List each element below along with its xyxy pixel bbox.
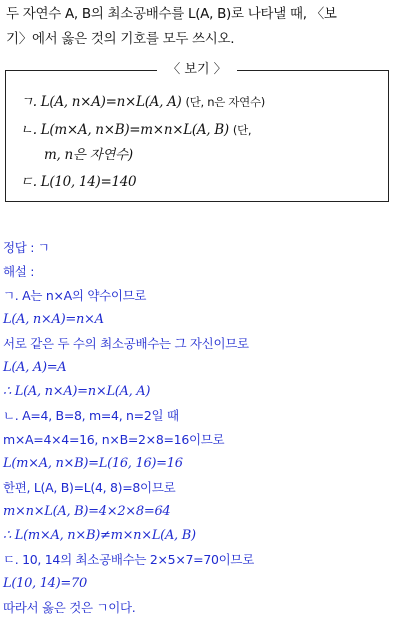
bogi-item-1-note: (단, n은 자연수) (185, 95, 265, 109)
explanation-line: ∴ L(m×A, n×B)≠m×n×L(A, B) (3, 528, 196, 543)
explanation-line: 서로 같은 두 수의 최소공배수는 그 자신이므로 (3, 336, 249, 351)
answer-line: 정답 : ㄱ (3, 240, 50, 255)
explanation-heading: 해설 : (3, 264, 35, 279)
bogi-item-1: ㄱ. L(A, n×A)=n×L(A, A) (단, n은 자연수) (20, 94, 265, 110)
explanation-line: m×A=4×4=16, n×B=2×8=16이므로 (3, 432, 225, 447)
explanation-line: m×n×L(A, B)=4×2×8=64 (3, 504, 171, 519)
bogi-item-2: ㄴ. L(m×A, n×B)=m×n×L(A, B) (단, (20, 122, 252, 138)
explanation-line: ㄱ. A는 n×A의 약수이므로 (3, 288, 147, 303)
question-text (6, 2, 396, 52)
explanation-line: ∴ L(A, n×A)=n×L(A, A) (3, 384, 151, 399)
bogi-item-2-note: (단, (232, 123, 252, 137)
bogi-box-title: 〈 보기 〉 (6, 61, 388, 79)
bogi-item-3: ㄷ. L(10, 14)=140 (20, 174, 137, 190)
question-line-2: 기〉에서 옳은 것의 기호를 모두 쓰시오. (6, 31, 235, 47)
explanation-line: L(m×A, n×B)=L(16, 16)=16 (3, 456, 183, 471)
explanation-line: L(A, n×A)=n×A (3, 312, 104, 327)
conclusion-line: 따라서 옳은 것은 ㄱ이다. (3, 600, 136, 615)
explanation-line: ㄷ. 10, 14의 최소공배수는 2×5×7=70이므로 (3, 552, 254, 567)
question-line-1: 두 자연수 A, B의 최소공배수를 L(A, B)로 나타낼 때, 〈보 (6, 6, 337, 22)
explanation-line: L(10, 14)=70 (3, 576, 87, 591)
explanation-line: 한편, L(A, B)=L(4, 8)=8이므로 (3, 480, 176, 495)
explanation-line: ㄴ. A=4, B=8, m=4, n=2일 때 (3, 408, 179, 423)
explanation-line: L(A, A)=A (3, 360, 67, 375)
bogi-item-2-continued: m, n은 자연수) (44, 147, 133, 163)
bogi-box (5, 62, 389, 202)
